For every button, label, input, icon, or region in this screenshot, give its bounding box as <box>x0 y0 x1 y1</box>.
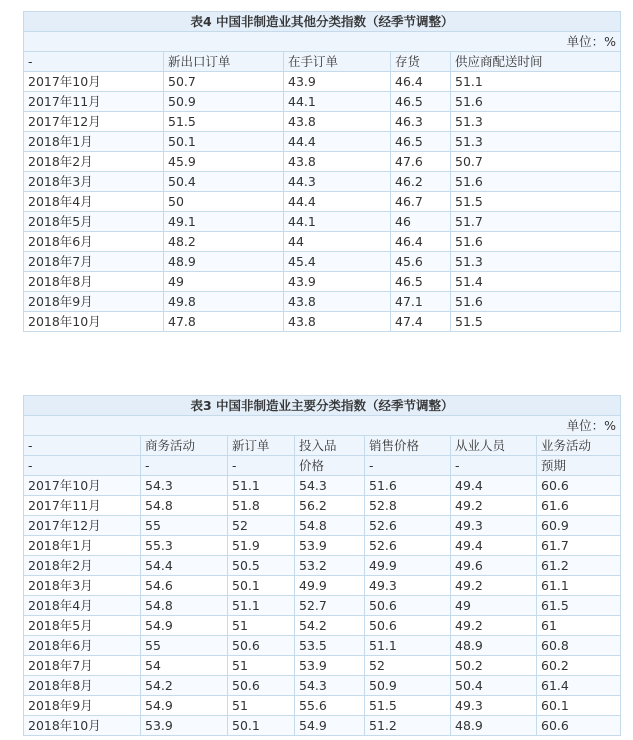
table-cell: 45.4 <box>284 252 391 272</box>
row-label-cell: 2017年12月 <box>24 516 141 536</box>
table4-unit: 单位：% <box>24 32 621 52</box>
table-cell: 54.3 <box>141 476 228 496</box>
column-header: - <box>24 456 141 476</box>
table-cell: 53.5 <box>295 636 365 656</box>
table-row <box>24 252 621 272</box>
table-cell: 60.2 <box>537 656 621 676</box>
column-header: - <box>451 456 537 476</box>
table-cell: 51.1 <box>228 476 295 496</box>
table-cell: 43.9 <box>284 272 391 292</box>
table-cell: 43.8 <box>284 112 391 132</box>
table-cell: 53.9 <box>141 716 228 736</box>
table-cell: 54.8 <box>141 596 228 616</box>
table-cell: 52.8 <box>365 496 451 516</box>
row-label-cell: 2018年5月 <box>24 616 141 636</box>
table-row <box>24 112 621 132</box>
row-label-cell: 2018年2月 <box>24 556 141 576</box>
table4-other-indices <box>23 11 621 332</box>
table-cell: 55 <box>141 516 228 536</box>
table-cell: 46.5 <box>391 92 451 112</box>
table-row <box>24 596 621 616</box>
table-cell: 44 <box>284 232 391 252</box>
row-label-cell: 2017年10月 <box>24 72 164 92</box>
table-row <box>24 496 621 516</box>
table3-title: 表3 中国非制造业主要分类指数（经季节调整） <box>24 396 621 416</box>
table-cell: 54.4 <box>141 556 228 576</box>
table-row <box>24 232 621 252</box>
table4-unit-row <box>24 32 621 52</box>
table-row <box>24 132 621 152</box>
row-label-cell: 2017年11月 <box>24 92 164 112</box>
table-cell: 47.4 <box>391 312 451 332</box>
column-header: 业务活动 <box>537 436 621 456</box>
row-label-cell: 2018年10月 <box>24 312 164 332</box>
table-cell: 51.3 <box>451 112 621 132</box>
row-label-cell: 2018年5月 <box>24 212 164 232</box>
table-row <box>24 636 621 656</box>
column-header: 供应商配送时间 <box>451 52 621 72</box>
table-cell: 51.5 <box>451 312 621 332</box>
table-row <box>24 536 621 556</box>
table-cell: 49.3 <box>451 516 537 536</box>
table-cell: 45.9 <box>164 152 284 172</box>
table-cell: 54.8 <box>295 516 365 536</box>
table-cell: 60.6 <box>537 476 621 496</box>
table-cell: 46.4 <box>391 232 451 252</box>
table-row <box>24 292 621 312</box>
row-label-cell: 2018年6月 <box>24 232 164 252</box>
table-cell: 49.2 <box>451 496 537 516</box>
row-label-cell: 2018年6月 <box>24 636 141 656</box>
row-label-cell: 2018年9月 <box>24 696 141 716</box>
table-row <box>24 576 621 596</box>
table-cell: 50.7 <box>451 152 621 172</box>
table-cell: 61.2 <box>537 556 621 576</box>
table-cell: 46.3 <box>391 112 451 132</box>
table-cell: 45.6 <box>391 252 451 272</box>
table-cell: 47.1 <box>391 292 451 312</box>
table-cell: 55 <box>141 636 228 656</box>
table-cell: 51.4 <box>451 272 621 292</box>
table-cell: 51.1 <box>228 596 295 616</box>
table-cell: 48.9 <box>451 716 537 736</box>
column-header: 新订单 <box>228 436 295 456</box>
table-cell: 54.6 <box>141 576 228 596</box>
table-cell: 51.7 <box>451 212 621 232</box>
table-row <box>24 616 621 636</box>
table-cell: 50.4 <box>451 676 537 696</box>
table-row <box>24 656 621 676</box>
table-row <box>24 696 621 716</box>
table-cell: 54.3 <box>295 676 365 696</box>
table-row <box>24 92 621 112</box>
column-header: 在手订单 <box>284 52 391 72</box>
table-cell: 53.2 <box>295 556 365 576</box>
row-label-cell: 2018年1月 <box>24 536 141 556</box>
table-cell: 61.5 <box>537 596 621 616</box>
table-cell: 49.6 <box>451 556 537 576</box>
column-header: 存货 <box>391 52 451 72</box>
table-cell: 60.8 <box>537 636 621 656</box>
table-cell: 60.9 <box>537 516 621 536</box>
table-cell: 49.3 <box>451 696 537 716</box>
table-cell: 49.8 <box>164 292 284 312</box>
table-cell: 51.2 <box>365 716 451 736</box>
table-row <box>24 516 621 536</box>
table-cell: 49.4 <box>451 536 537 556</box>
table-cell: 50.6 <box>228 676 295 696</box>
table4-title-row <box>24 12 621 32</box>
table-cell: 48.9 <box>451 636 537 656</box>
column-header: 商务活动 <box>141 436 228 456</box>
table-row <box>24 476 621 496</box>
table-cell: 51.1 <box>451 72 621 92</box>
table-cell: 54.9 <box>295 716 365 736</box>
table-cell: 54 <box>141 656 228 676</box>
row-label-cell: 2017年10月 <box>24 476 141 496</box>
table-cell: 51.8 <box>228 496 295 516</box>
table-cell: 55.3 <box>141 536 228 556</box>
table-cell: 51.6 <box>451 232 621 252</box>
table-cell: 61.7 <box>537 536 621 556</box>
table-cell: 51.3 <box>451 252 621 272</box>
table-cell: 50 <box>164 192 284 212</box>
table-cell: 55.6 <box>295 696 365 716</box>
row-label-cell: 2017年11月 <box>24 496 141 516</box>
table-cell: 51.6 <box>451 292 621 312</box>
table-cell: 43.8 <box>284 292 391 312</box>
table-cell: 49 <box>451 596 537 616</box>
column-header: 投入品 <box>295 436 365 456</box>
table-cell: 51.3 <box>451 132 621 152</box>
table-row <box>24 152 621 172</box>
row-label-cell: 2018年7月 <box>24 656 141 676</box>
table-cell: 50.6 <box>365 596 451 616</box>
column-header: 新出口订单 <box>164 52 284 72</box>
table-row <box>24 716 621 736</box>
table3-main-indices <box>23 395 621 736</box>
table-cell: 61.6 <box>537 496 621 516</box>
row-label-cell: 2018年3月 <box>24 172 164 192</box>
table-cell: 50.6 <box>365 616 451 636</box>
table-row <box>24 212 621 232</box>
table-cell: 44.4 <box>284 132 391 152</box>
column-header: - <box>24 436 141 456</box>
table-cell: 51.6 <box>451 92 621 112</box>
row-label-cell: 2018年8月 <box>24 676 141 696</box>
row-label-cell: 2018年4月 <box>24 192 164 212</box>
table-cell: 54.8 <box>141 496 228 516</box>
row-label-cell: 2018年1月 <box>24 132 164 152</box>
table-cell: 61.1 <box>537 576 621 596</box>
table-cell: 52 <box>228 516 295 536</box>
table-cell: 44.1 <box>284 92 391 112</box>
table-row <box>24 556 621 576</box>
table-cell: 44.4 <box>284 192 391 212</box>
row-label-cell: 2018年9月 <box>24 292 164 312</box>
table-cell: 50.4 <box>164 172 284 192</box>
table-cell: 50.6 <box>228 636 295 656</box>
table-cell: 51.5 <box>365 696 451 716</box>
table-cell: 43.8 <box>284 312 391 332</box>
table-cell: 50.9 <box>365 676 451 696</box>
table-cell: 51 <box>228 656 295 676</box>
table-cell: 48.9 <box>164 252 284 272</box>
table-cell: 49.9 <box>365 556 451 576</box>
table-cell: 43.8 <box>284 152 391 172</box>
table-cell: 53.9 <box>295 656 365 676</box>
table3-header-row-2 <box>24 456 621 476</box>
column-header: - <box>141 456 228 476</box>
table-cell: 44.1 <box>284 212 391 232</box>
table-cell: 54.2 <box>295 616 365 636</box>
row-label-cell: 2018年3月 <box>24 576 141 596</box>
row-label-cell: 2018年2月 <box>24 152 164 172</box>
table3-unit-row <box>24 416 621 436</box>
table-cell: 50.5 <box>228 556 295 576</box>
row-label-cell: 2018年10月 <box>24 716 141 736</box>
table-cell: 50.7 <box>164 72 284 92</box>
table-row <box>24 312 621 332</box>
table-cell: 49.1 <box>164 212 284 232</box>
table-cell: 49.2 <box>451 616 537 636</box>
table-cell: 49.3 <box>365 576 451 596</box>
table-cell: 49.4 <box>451 476 537 496</box>
table-row <box>24 172 621 192</box>
table-cell: 56.2 <box>295 496 365 516</box>
column-header: - <box>228 456 295 476</box>
table-cell: 48.2 <box>164 232 284 252</box>
row-label-cell: 2018年7月 <box>24 252 164 272</box>
column-header: - <box>365 456 451 476</box>
table-cell: 46.2 <box>391 172 451 192</box>
table-cell: 51.6 <box>365 476 451 496</box>
table-cell: 50.1 <box>228 576 295 596</box>
table-cell: 54.3 <box>295 476 365 496</box>
table-cell: 52.7 <box>295 596 365 616</box>
table3-unit: 单位：% <box>24 416 621 436</box>
table-cell: 60.6 <box>537 716 621 736</box>
table-cell: 44.3 <box>284 172 391 192</box>
table-cell: 54.9 <box>141 696 228 716</box>
table-cell: 50.2 <box>451 656 537 676</box>
table4-header-row <box>24 52 621 72</box>
column-header: 预期 <box>537 456 621 476</box>
table-cell: 54.9 <box>141 616 228 636</box>
table-cell: 50.9 <box>164 92 284 112</box>
table-cell: 43.9 <box>284 72 391 92</box>
table-row <box>24 272 621 292</box>
table-cell: 51.6 <box>451 172 621 192</box>
table3-header-row <box>24 436 621 456</box>
table-cell: 46.4 <box>391 72 451 92</box>
table-row <box>24 676 621 696</box>
table4-title: 表4 中国非制造业其他分类指数（经季节调整） <box>24 12 621 32</box>
table-cell: 53.9 <box>295 536 365 556</box>
table-cell: 60.1 <box>537 696 621 716</box>
column-header: 从业人员 <box>451 436 537 456</box>
table-cell: 51 <box>228 616 295 636</box>
table-cell: 52.6 <box>365 536 451 556</box>
table-cell: 49 <box>164 272 284 292</box>
table-cell: 51.1 <box>365 636 451 656</box>
row-label-cell: 2018年8月 <box>24 272 164 292</box>
table-cell: 52 <box>365 656 451 676</box>
table-cell: 50.1 <box>228 716 295 736</box>
table-cell: 46.7 <box>391 192 451 212</box>
table-cell: 61.4 <box>537 676 621 696</box>
table-cell: 51 <box>228 696 295 716</box>
table-cell: 51.9 <box>228 536 295 556</box>
table-row <box>24 72 621 92</box>
row-label-cell: 2018年4月 <box>24 596 141 616</box>
column-header: 销售价格 <box>365 436 451 456</box>
table-cell: 50.1 <box>164 132 284 152</box>
table-cell: 51.5 <box>451 192 621 212</box>
table-cell: 61 <box>537 616 621 636</box>
table-cell: 47.8 <box>164 312 284 332</box>
table-cell: 46.5 <box>391 132 451 152</box>
column-header: - <box>24 52 164 72</box>
table-cell: 47.6 <box>391 152 451 172</box>
table-cell: 51.5 <box>164 112 284 132</box>
table-cell: 52.6 <box>365 516 451 536</box>
table-cell: 46.5 <box>391 272 451 292</box>
row-label-cell: 2017年12月 <box>24 112 164 132</box>
table-cell: 49.2 <box>451 576 537 596</box>
table3-title-row <box>24 396 621 416</box>
table-cell: 49.9 <box>295 576 365 596</box>
table-row <box>24 192 621 212</box>
column-header: 价格 <box>295 456 365 476</box>
table-cell: 54.2 <box>141 676 228 696</box>
table-cell: 46 <box>391 212 451 232</box>
